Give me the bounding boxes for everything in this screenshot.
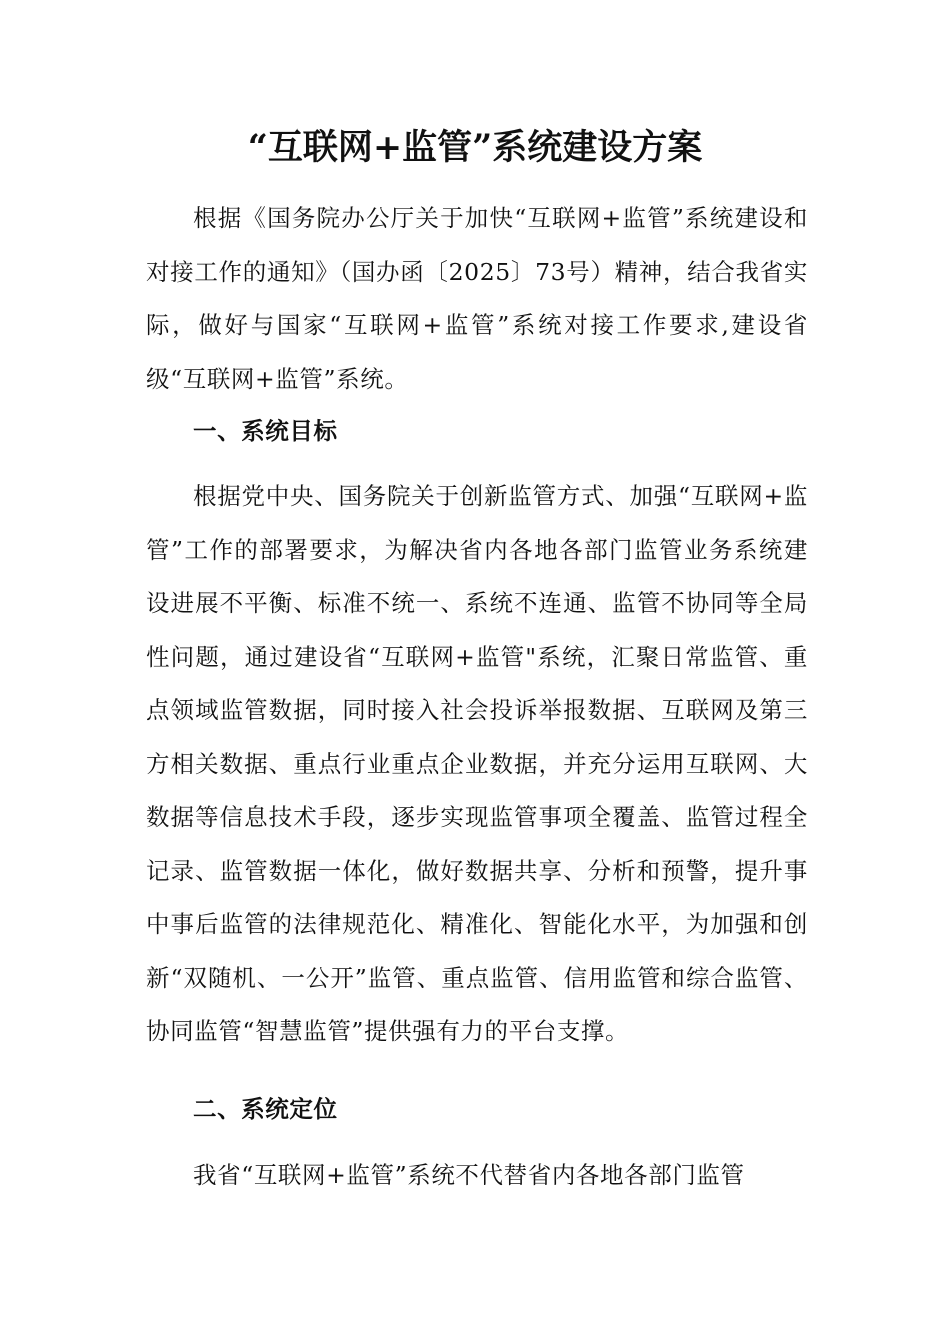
document-title: “互联网+监管”系统建设方案 [247, 127, 703, 168]
intro-paragraph: 根据《国务院办公厅关于加快“互联网+监管”系统建设和对接工作的通知》（国办函〔2025〕73号）精神，结合我省实际，做好与国家“互联网+监管”系统对接工作要求,建设省级“互联网+监管”系统。 [146, 204, 808, 393]
system-positioning-paragraph: 我省“互联网+监管”系统不代替省内各地各部门监管 [193, 1161, 745, 1189]
system-goal-paragraph: 根据党中央、国务院关于创新监管方式、加强“互联网+监管”工作的部署要求，为解决省内各地各部门监管业务系统建设进展不平衡、标准不统一、系统不连通、监管不协同等全局性问题，通过建设省“互联网+监管"系统，汇聚日常监管、重点领域监管数据，同时接入社会投诉举报数据、互联网及第三方相关数据、重点行业重点企业数据，并充分运用互联网、大数据等信息技术手段，逐步实现监管事项全覆盖、监管过程全记录、监管数据一体化，做好数据共享、分析和预警，提升事中事后监管的法律规范化、精准化、智能化水平，为加强和创新“双随机、一公开”监管、重点监管、信用监管和综合监管、协同监管“智慧监管”提供强有力的平台支撑。 [146, 482, 808, 1045]
section-heading-system-goal: 一、系统目标 [193, 417, 338, 445]
section-heading-system-positioning: 二、系统定位 [193, 1095, 338, 1123]
